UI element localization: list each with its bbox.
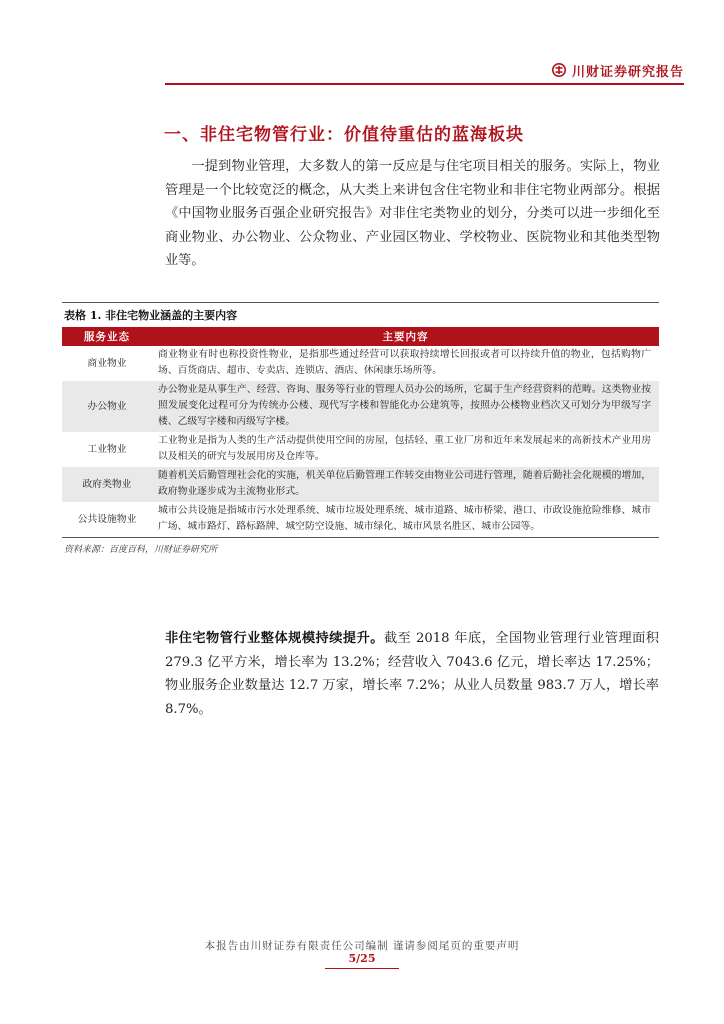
header-rule (165, 83, 684, 85)
row-category: 工业物业 (87, 443, 127, 455)
table-row (62, 432, 659, 467)
section-title: 一、非住宅物管行业：价值待重估的蓝海板块 (164, 125, 524, 145)
page-number: 5/25 (348, 952, 376, 965)
header-brand (552, 59, 684, 81)
table-row (62, 502, 659, 537)
table-row (62, 381, 659, 432)
table-header-row (62, 327, 659, 346)
intro-paragraph: 一提到物业管理，大多数人的第一反应是与住宅项目相关的服务。实际上，物业管理是一个比较宽泛的概念，从大类上来讲包含住宅物业和非住宅物业两部分。根据《中国物业服务百强企业研究报告》对非住宅类物业的划分，分类可以进一步细化至商业物业、办公物业、公众物业、产业园区物业、学校物业、医院物业和其他类型物业等。 (165, 159, 660, 268)
row-content: 工业物业是指为人类的生产活动提供使用空间的房屋，包括轻、重工业厂房和近年来发展起来的高新技术产业用房以及相关的研究与发展用房及仓库等。 (158, 435, 651, 462)
row-category: 公共设施物业 (77, 513, 137, 525)
row-category: 政府类物业 (62, 467, 152, 502)
row-content: 城市公共设施是指城市污水处理系统、城市垃圾处理系统、城市道路、城市桥梁、港口、市政设施抢险维修、城市广场、城市路灯、路标路牌、城空防空设施、城市绿化、城市风景名胜区、城市公园等。 (158, 505, 651, 532)
property-types-table (62, 327, 659, 537)
table-row (62, 467, 659, 502)
table-source: 资料来源：百度百科，川财证券研究所 (64, 545, 218, 555)
table-header-content: 主要内容 (152, 327, 659, 346)
brand-name: 川财证券研究报告 (571, 64, 684, 80)
table-caption: 表格 1. 非住宅物业涵盖的主要内容 (64, 309, 238, 322)
row-content: 办公物业是从事生产、经营、咨询、服务等行业的管理人员办公的场所，它属于生产经营资料的范畴。这类物业按照发展变化过程可分为传统办公楼、现代写字楼和智能化办公建筑等，按照办公楼物业档次又可划分为甲级写字楼、乙级写字楼和丙级写字楼。 (152, 381, 659, 432)
footer-disclaimer: 本报告由川财证券有限责任公司编制 谨请参阅尾页的重要声明 (204, 940, 520, 952)
scale-lead: 非住宅物管行业整体规模持续提升。 (165, 631, 384, 646)
footer-rule (325, 968, 399, 969)
row-content: 商业物业有时也称投资性物业，是指那些通过经营可以获取持续增长回报或者可以持续升值的物业，包括购物广场、百货商店、超市、专卖店、连锁店、酒店、休闲康乐场所等。 (158, 349, 651, 376)
content-table-block (62, 302, 659, 555)
chuancai-logo-icon (552, 63, 566, 77)
table-header-category: 服务业态 (62, 327, 152, 346)
row-content: 随着机关后勤管理社会化的实施，机关单位后勤管理工作转交由物业公司进行管理，随着后勤社会化规模的增加，政府物业逐步成为主流物业形式。 (152, 467, 659, 502)
table-row (62, 346, 659, 381)
scale-body: 截至 2018 年底，全国物业管理行业管理面积 279.3 亿平方米，增长率为 13.2%；经营收入 7043.6 亿元，增长率达 17.25%；物业服务企业数量达 12.7 万家，增长率 7.2%；从业人员数量 983.7 万人，增长率 8.7%。 (165, 631, 659, 717)
row-category: 商业物业 (87, 357, 127, 369)
row-category: 办公物业 (62, 381, 152, 432)
scale-paragraph (165, 627, 659, 721)
